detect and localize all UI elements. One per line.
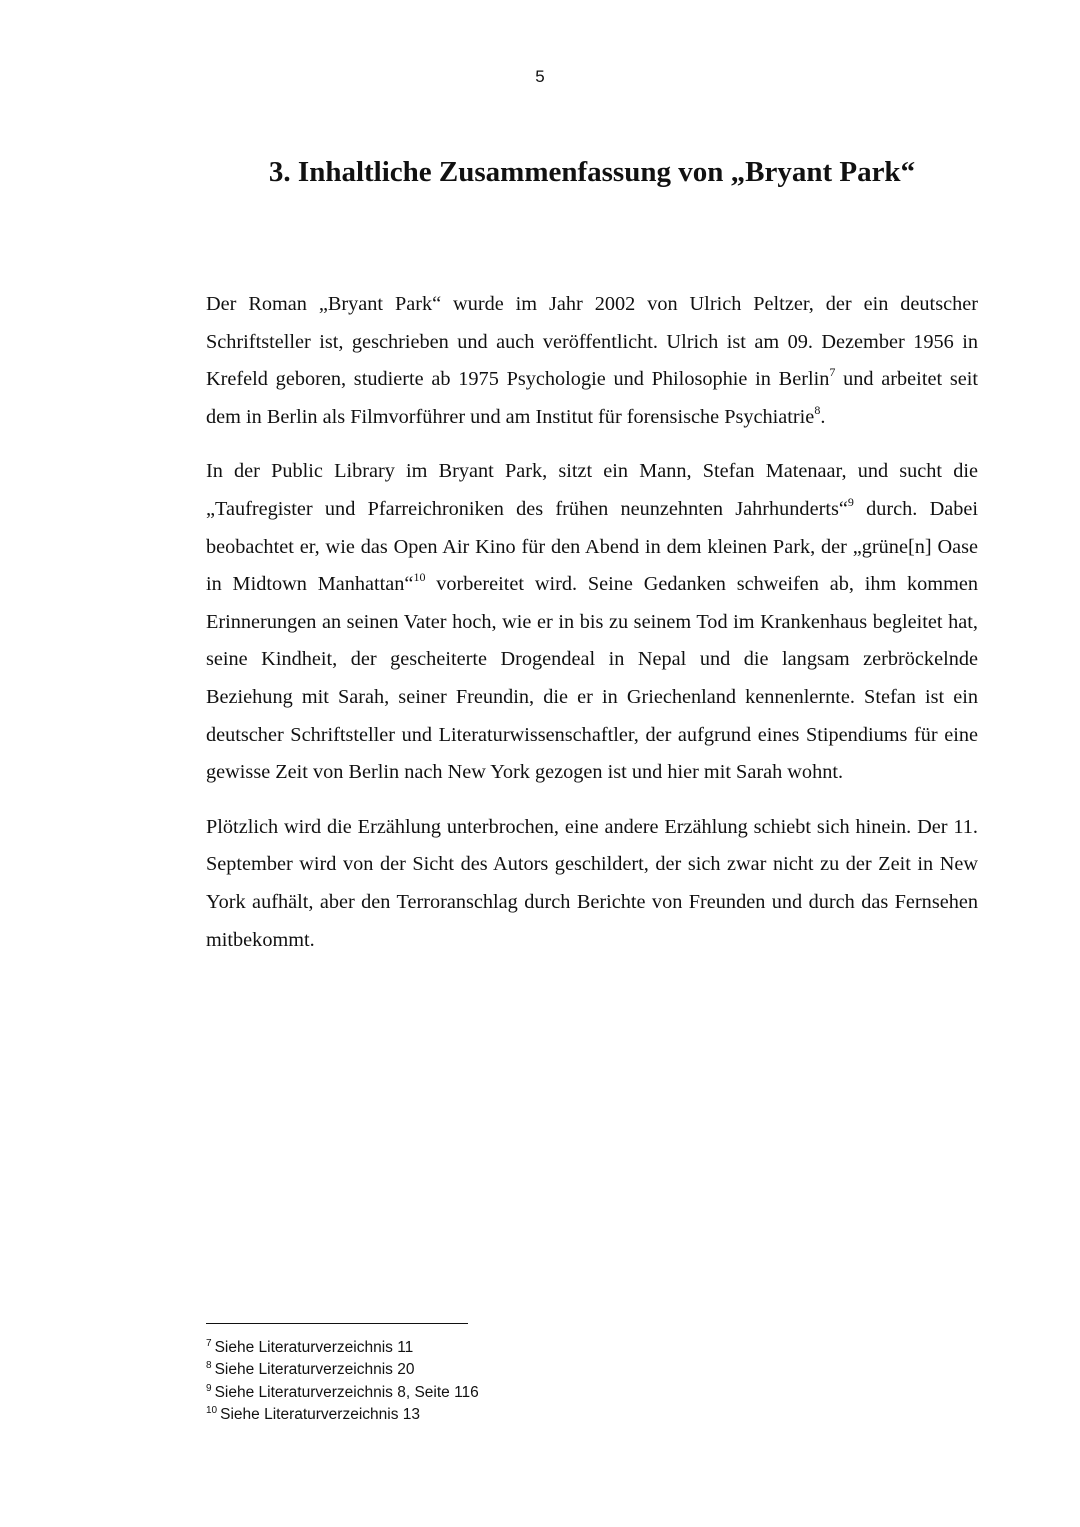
- footnote: [206, 1337, 978, 1359]
- paragraph-text: Der Roman „Bryant Park“ wurde im Jahr 2002 von Ulrich Peltzer, der ein deutscher Schriftsteller ist, geschrieben und auch veröffentlicht. Ulrich ist am 09. Dezember 1956 in Krefeld geboren, studierte ab 1975 Psychologie und Philosophie in Berlin: [206, 293, 978, 391]
- footnote: [206, 1404, 978, 1426]
- paragraph-plot-summary: [206, 453, 978, 791]
- paragraph-text: vorbereitet wird. Seine Gedanken schweifen ab, ihm kommen Erinnerungen an seinen Vater hoch, wie er in bis zu seinem Tod im Krankenhaus begleitet hat, seine Kindheit, der gescheiterte Drogendeal in Nepal und die langsam zerbröckelnde Beziehung mit Sarah, seiner Freundin, die er in Griechenland kennenlernte. Stefan ist ein deutscher Schriftsteller und Literaturwissenschaftler, der aufgrund eines Stipendiums für eine gewisse Zeit von Berlin nach New York gezogen ist und hier mit Sarah wohnt.: [206, 573, 979, 784]
- footnote-ref[interactable]: 7: [829, 365, 836, 380]
- footnote-text: Siehe Literaturverzeichnis 8, Seite 116: [214, 1383, 479, 1401]
- footnote-ref[interactable]: 9: [847, 494, 854, 509]
- body-text: [206, 286, 978, 976]
- section-heading: 3. Inhaltliche Zusammenfassung von „Bryant Park“: [268, 156, 916, 188]
- footnote-ref[interactable]: 10: [413, 570, 426, 585]
- footnote-text: Siehe Literaturverzeichnis 11: [214, 1339, 414, 1356]
- footnote-text: Siehe Literaturverzeichnis 20: [214, 1361, 415, 1379]
- footnote-number: 9: [206, 1382, 212, 1394]
- paragraph-text: .: [820, 405, 826, 428]
- footnote-number: 10: [206, 1404, 218, 1416]
- paragraph-september-11: Plötzlich wird die Erzählung unterbrochen, eine andere Erzählung schiebt sich hinein. Der 11. September wird von der Sicht des Autors geschildert, der sich zwar nicht zu der Zeit in New York aufhält, aber den Terroranschlag durch Berichte von Freunden und durch das Fernsehen mitbekommt.: [206, 815, 978, 951]
- page-number: 5: [535, 67, 545, 86]
- footnotes: [206, 1337, 978, 1426]
- footnote-number: 8: [206, 1360, 212, 1372]
- footnote: [206, 1359, 978, 1381]
- footnote-ref[interactable]: 8: [814, 402, 821, 417]
- paragraph-text: In der Public Library im Bryant Park, sitzt ein Mann, Stefan Matenaar, und sucht die „Taufregister und Pfarreichroniken des frühen neunzehnten Jahrhunderts“: [206, 460, 978, 520]
- paragraph-text: und arbeitet seit dem in Berlin als Filmvorführer und am Institut für forensische Psychiatrie: [206, 368, 978, 428]
- paragraph-text: durch. Dabei beobachtet er, wie das Open Air Kino für den Abend in dem kleinen Park, der „grüne[n] Oase in Midtown Manhattan“: [206, 497, 978, 596]
- footnote-separator: [206, 1323, 468, 1324]
- footnote-text: Siehe Literaturverzeichnis 13: [220, 1405, 421, 1423]
- footnote-number: 7: [206, 1338, 212, 1349]
- footnote: [206, 1382, 978, 1404]
- paragraph-author-intro: [206, 286, 978, 436]
